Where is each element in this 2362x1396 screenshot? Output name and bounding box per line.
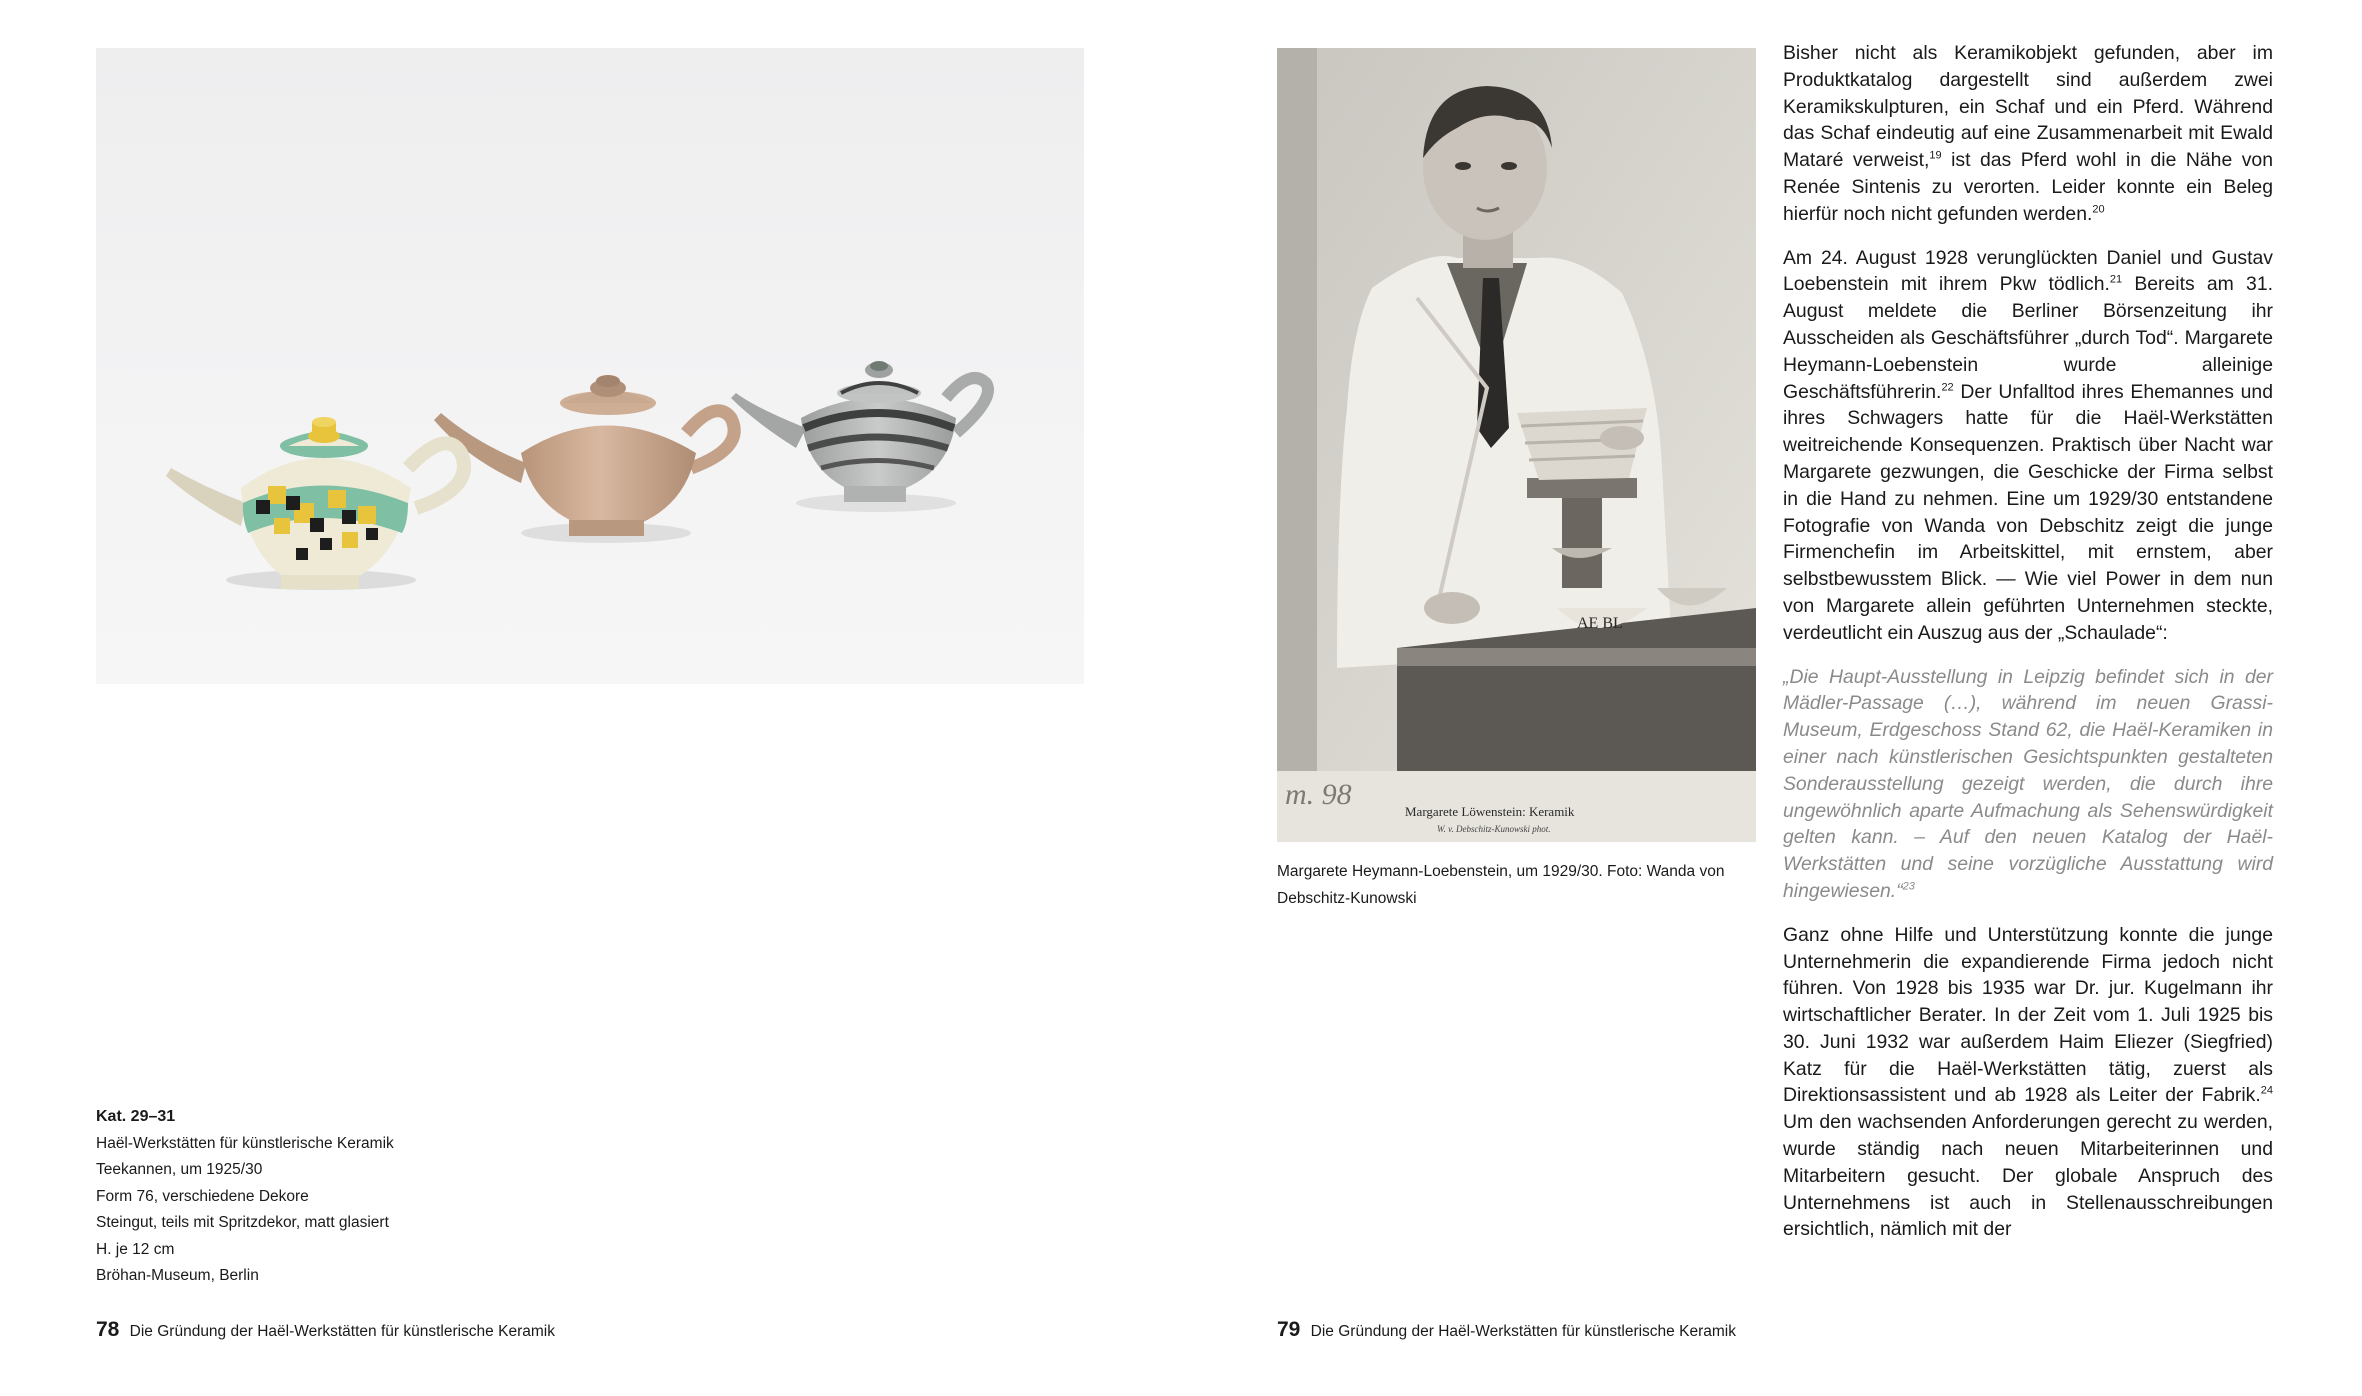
left-page-footer	[96, 1317, 555, 1345]
paragraph	[1783, 922, 2273, 1244]
catalog-line: Bröhan-Museum, Berlin	[96, 1267, 259, 1284]
right-page	[1181, 0, 2362, 1396]
teapots-photo	[96, 48, 1084, 684]
footnote-ref: 19	[1929, 149, 1942, 162]
teapot-tan	[434, 375, 734, 536]
portrait-photo	[1277, 48, 1756, 842]
catalog-number: Kat. 29–31	[96, 1108, 176, 1125]
text-run: Am 24. August 1928 verunglückten Daniel und Gustav Loebenstein mit ihrem Pkw tödlich.	[1783, 246, 2273, 296]
caption-line: Debschitz-Kunowski	[1277, 890, 1417, 907]
footnote-ref: 24	[2260, 1085, 2273, 1098]
catalog-line: Steingut, teils mit Spritzdekor, matt glasiert	[96, 1214, 389, 1231]
paragraph	[1783, 40, 2273, 228]
running-title: Die Gründung der Haël-Werkstätten für künstlerische Keramik	[1310, 1323, 1736, 1340]
photo-signature: m. 98	[1285, 778, 1352, 811]
text-run: ist das Pferd wohl in die Nähe von Renée Sintenis zu verorten. Leider konnte ein Beleg hierfür noch nicht gefunden werden.	[1783, 149, 2273, 225]
page-number: 78	[96, 1318, 120, 1341]
portrait-illustration	[1277, 48, 1756, 842]
catalog-line: Haël-Werkstätten für künstlerische Keramik	[96, 1134, 394, 1152]
text-run: „Die Haupt-Ausstellung in Leipzig befindet sich in der Mädler-Passage (…), während im neuen Grassi-Museum, Erdgeschoss Stand 62, die Haël-Keramiken in einer nach künstlerischen Gesichtspunkten gestalteten Sonderausstellung gezeigt werden, die durch ihre ungewöhnlich aparte Aufmachung als Sehenswürdigkeit gelten kann. – Auf den neuen Katalog der Haël-Werkstätten und seine vorzügliche Ausstattung wird hingewiesen.“	[1783, 665, 2273, 902]
caption-line: Margarete Heymann-Loebenstein, um 1929/30. Foto: Wanda von	[1277, 863, 1725, 880]
text-run: Bisher nicht als Keramikobjekt gefunden, aber im Produktkatalog dargestellt sind außerdem zwei Keramikskulpturen, ein Schaf und ein Pferd. Während das Schaf eindeutig auf eine Zusammenarbeit mit Ewald Mataré verweist,	[1783, 42, 2273, 172]
page-number: 79	[1277, 1318, 1301, 1341]
text-run: Der Unfalltod ihres Ehemannes und ihres Schwagers hatte für die Haël-Werkstätten weitreichende Konsequenzen. Praktisch über Nacht war Margarete gezwungen, die Geschicke der Firma selbst in die Hand zu nehmen. Eine um 1929/30 entstandene Fotografie von Wanda von Debschitz zeigt die junge Firmenchefin im Arbeitskittel, mit ernstem, aber selbstbewusstem Blick. — Wie viel Power in dem nun von Margarete allein geführten Unternehmen steckte, verdeutlicht ein Auszug aus der „Schaulade“:	[1783, 380, 2273, 644]
photo-label-name: Margarete Löwenstein: Keramik	[1405, 804, 1575, 819]
footnote-ref: 22	[1941, 381, 1954, 394]
photo-caption	[1277, 858, 1777, 912]
text-run: Bereits am 31. August meldete die Berliner Börsenzeitung ihr Ausscheiden als Geschäftsführer „durch Tod“. Margarete Heymann-Loebenstein wurde alleinige Geschäftsführerin.	[1783, 273, 2273, 403]
text-run: Ganz ohne Hilfe und Unterstützung konnte die junge Unternehmerin die expandierende Firma jedoch nicht führen. Von 1928 bis 1935 war Dr. jur. Kugelmann ihr wirtschaftlicher Berater. In der Zeit vom 1. Juli 1925 bis 30. Juni 1932 war außerdem Haim Eliezer (Siegfried) Katz für die Haël-Werkstätten tätig, zuerst als Direktionsassistent und ab 1928 als Leiter der Fabrik.	[1783, 923, 2273, 1107]
catalog-line: Form 76, verschiedene Dekore	[96, 1187, 309, 1205]
text-run: Um den wachsenden Anforderungen gerecht zu werden, wurde ständig nach neuen Mitarbeiterinnen und Mitarbeitern gesucht. Der globale Anspruch des Unternehmens ist auch in Stellenausschreibungen ersichtlich, nämlich mit der	[1783, 1111, 2273, 1241]
running-title: Die Gründung der Haël-Werkstätten für künstlerische Keramik	[129, 1323, 555, 1340]
paragraph	[1783, 245, 2273, 647]
right-page-footer	[1277, 1317, 1736, 1345]
footnote-ref: 23	[1902, 880, 1915, 893]
photo-label-credit: W. v. Debschitz-Kunowski phot.	[1437, 824, 1551, 834]
body-text	[1783, 40, 2273, 1260]
catalog-line: Teekannen, um 1925/30	[96, 1161, 263, 1178]
catalog-line: H. je 12 cm	[96, 1240, 175, 1258]
teapot-grey	[731, 361, 988, 502]
catalog-entry	[96, 1104, 696, 1290]
teapot-decorated	[166, 417, 464, 589]
footnote-ref: 21	[2109, 273, 2123, 286]
teapots-illustration	[96, 48, 1084, 684]
footnote-ref: 20	[2092, 203, 2105, 216]
bowl-letters: AE BL	[1577, 615, 1623, 632]
quote-paragraph	[1783, 664, 2273, 905]
